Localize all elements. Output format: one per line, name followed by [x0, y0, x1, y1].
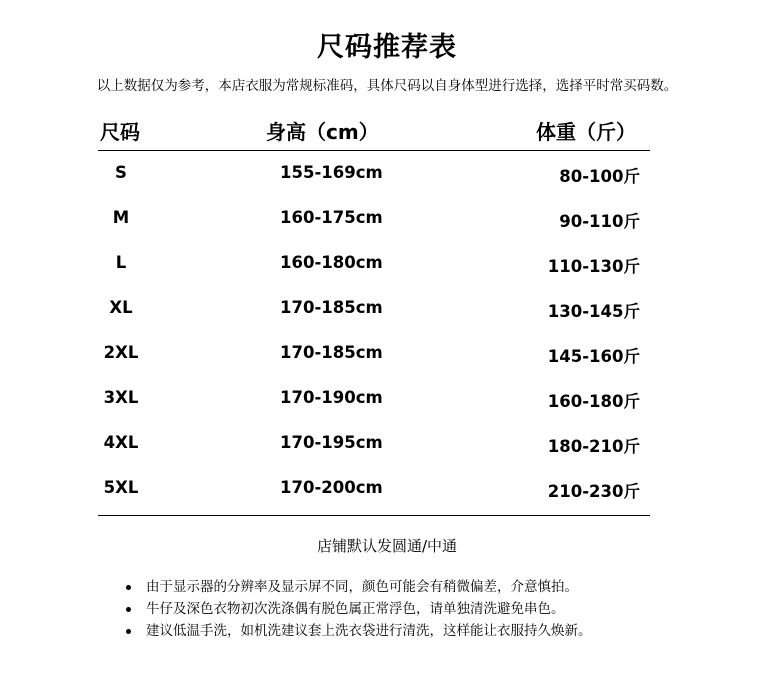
size-cell: L	[115, 253, 127, 272]
size-cell: 4XL	[103, 433, 139, 452]
height-cell: 170-195cm	[280, 433, 383, 452]
header-height: 身高（cm）	[266, 120, 379, 144]
weight-cell: 130-145斤	[547, 302, 640, 321]
bullet-icon	[126, 629, 131, 634]
table-row	[98, 287, 650, 332]
weight-cell: 160-180斤	[547, 392, 640, 411]
size-cell: M	[112, 208, 130, 227]
table-row	[98, 422, 650, 467]
height-cell: 170-200cm	[280, 478, 383, 497]
note-text: 牛仔及深色衣物初次洗涤偶有脱色属正常浮色，请单独清洗避免串色。	[146, 601, 565, 617]
size-table	[98, 112, 650, 516]
height-cell: 160-175cm	[280, 208, 383, 227]
size-cell: 2XL	[103, 343, 139, 362]
page-subtitle: 以上数据仅为参考，本店衣服为常规标准码，具体尺码以自身体型进行选择，选择平时常买码数。	[96, 78, 678, 94]
care-notes-list	[124, 576, 592, 642]
table-header	[98, 112, 650, 151]
height-cell: 160-180cm	[280, 253, 383, 272]
note-text: 建议低温手洗，如机洗建议套上洗衣袋进行清洗，这样能让衣服持久焕新。	[146, 623, 592, 639]
list-item	[124, 598, 592, 620]
height-cell: 155-169cm	[280, 163, 383, 182]
height-cell: 170-185cm	[280, 298, 383, 317]
table-row	[98, 332, 650, 377]
weight-cell: 145-160斤	[547, 347, 640, 366]
header-weight: 体重（斤）	[536, 120, 636, 144]
table-row	[98, 152, 650, 197]
weight-cell: 90-110斤	[559, 212, 640, 231]
bullet-icon	[126, 585, 131, 590]
table-row	[98, 197, 650, 242]
size-cell: XL	[109, 298, 133, 317]
weight-cell: 110-130斤	[547, 257, 640, 276]
weight-cell: 80-100斤	[559, 167, 640, 186]
table-body	[98, 152, 650, 512]
bullet-icon	[126, 607, 131, 612]
table-row	[98, 377, 650, 422]
weight-cell: 180-210斤	[547, 437, 640, 456]
height-cell: 170-185cm	[280, 343, 383, 362]
header-size: 尺码	[100, 120, 140, 144]
list-item	[124, 576, 592, 598]
shipping-note: 店铺默认发圆通/中通	[316, 537, 458, 555]
note-text: 由于显示器的分辨率及显示屏不同，颜色可能会有稍微偏差，介意慎拍。	[146, 579, 578, 595]
table-row	[98, 467, 650, 512]
list-item	[124, 620, 592, 642]
height-cell: 170-190cm	[280, 388, 383, 407]
size-cell: S	[115, 163, 127, 182]
table-bottom-divider	[98, 515, 650, 516]
size-cell: 3XL	[103, 388, 139, 407]
table-row	[98, 242, 650, 287]
page-title: 尺码推荐表	[317, 32, 457, 63]
size-cell: 5XL	[103, 478, 139, 497]
weight-cell: 210-230斤	[547, 482, 640, 501]
